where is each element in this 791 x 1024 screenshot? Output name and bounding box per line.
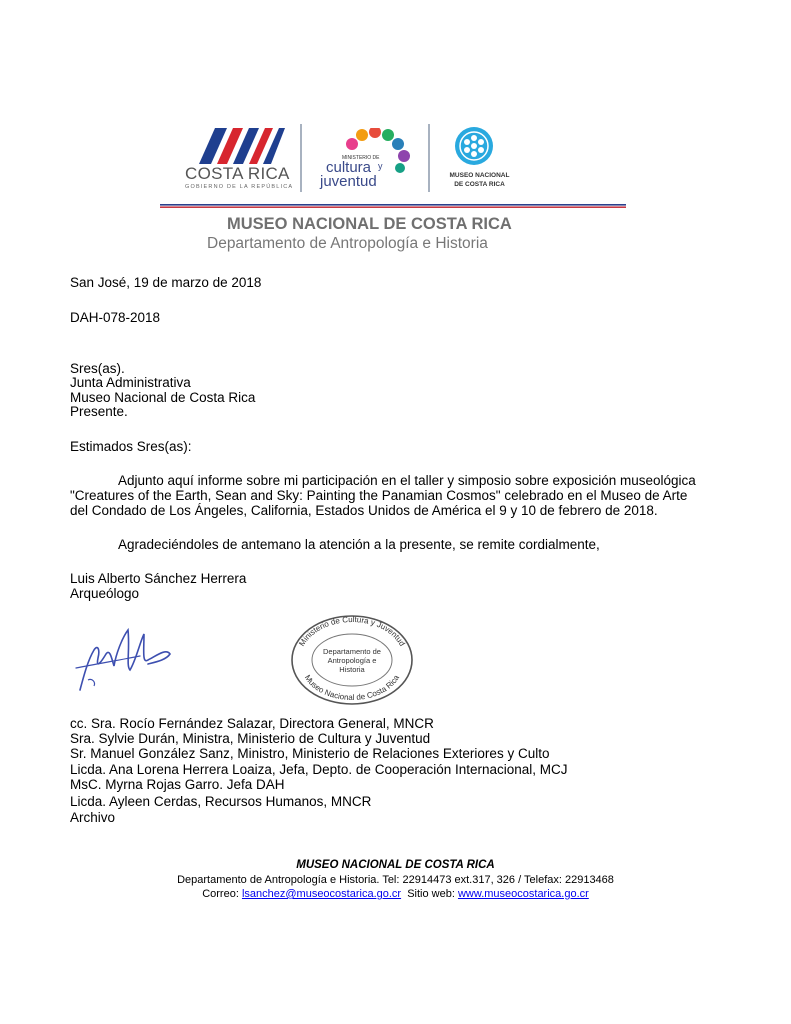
department-seal-icon [288,612,418,708]
handwritten-signature-icon [70,620,180,700]
logo-divider [300,124,302,192]
costa-rica-government-logo [185,122,294,192]
cultura-logo-conjunction: y [378,161,383,171]
cc-line: MsC. Myrna Rojas Garro. Jefa DAH [70,777,285,792]
svg-text:Ministerio de Cultura y Juvent [297,615,407,648]
header-organization-name: MUSEO NACIONAL DE COSTA RICA [227,215,512,233]
recipient-line: Museo Nacional de Costa Rica [70,390,256,405]
ministerio-cultura-logo [320,128,412,190]
museo-logo-line1: MUSEO NACIONAL [449,172,510,179]
recipient-line: Junta Administrativa [70,375,191,390]
footer-title: MUSEO NACIONAL DE COSTA RICA [296,859,495,871]
cc-line: cc. Sra. Rocío Fernández Salazar, Directora General, MNCR [70,716,434,731]
costa-rica-stripes-icon [193,126,285,166]
seal-ring-bottom: Museo Nacional de Costa Rica [302,673,402,703]
cultura-logo-word: cultura [326,159,372,176]
recipient-line: Presente. [70,404,128,419]
seal-center-line: Historia [339,665,365,674]
reference-number: DAH-078-2018 [70,310,161,325]
signer-name: Luis Alberto Sánchez Herrera [70,571,247,586]
juventud-logo-word: juventud [320,173,377,190]
museo-nacional-logo [442,126,517,192]
signer-title: Arqueólogo [70,586,140,601]
footer-contact-line: Departamento de Antropología e Historia. Tel: 22914473 ext.317, 326 / Telefax: 22913468 [177,874,614,886]
cc-line: Licda. Ayleen Cerdas, Recursos Humanos, MNCR [70,794,372,809]
footer-email-link[interactable]: lsanchez@museocostarica.go.cr [241,888,402,900]
footer-email-label: Correo: [202,888,239,900]
paragraph-line: "Creatures of the Earth, Sean and Sky: Painting the Panamian Cosmos" celebrado en el Museo de Arte [70,488,688,503]
museo-logo-line2: DE COSTA RICA [454,181,505,188]
seal-center-line: Departamento de [323,647,381,656]
footer-web-label: Sitio web: [407,888,455,900]
paragraph-line: Adjunto aquí informe sobre mi participación en el taller y simposio sobre exposición museológica [118,473,696,488]
footer-links-line [0,888,791,900]
museo-emblem-icon [454,126,494,166]
closing-paragraph: Agradeciéndoles de antemano la atención a la presente, se remite cordialmente, [118,537,600,552]
seal-ring-top: Ministerio de Cultura y Juventud [297,614,407,648]
place-date: San José, 19 de marzo de 2018 [70,275,262,290]
salutation: Estimados Sres(as): [70,439,192,454]
cc-line: Sra. Sylvie Durán, Ministra, Ministerio de Cultura y Juventud [70,731,431,746]
costa-rica-logo-subtitle: GOBIERNO DE LA REPÚBLICA [185,184,294,190]
cc-line: Archivo [70,810,116,825]
seal-center-line: Antropología e [327,656,377,665]
svg-text:Museo Nacional de Costa Rica [303,673,401,702]
footer-web-link[interactable]: www.museocostarica.go.cr [457,888,589,900]
header-rule [160,204,626,208]
cultura-logo-ministerio: MINISTERIO DE [342,155,380,161]
logo-divider [428,124,430,192]
costa-rica-logo-name: COSTA RICA [185,164,290,183]
paragraph-line: del Condado de Los Ángeles, California, Estados Unidos de América el 9 y 10 de febrero de 2018. [70,503,658,518]
cc-line: Sr. Manuel González Sanz, Ministro, Ministerio de Relaciones Exteriores y Culto [70,746,550,761]
header-department-name: Departamento de Antropología e Historia [207,235,488,252]
cc-line: Licda. Ana Lorena Herrera Loaiza, Jefa, Depto. de Cooperación Internacional, MCJ [70,762,568,777]
recipient-line: Sres(as). [70,361,125,376]
